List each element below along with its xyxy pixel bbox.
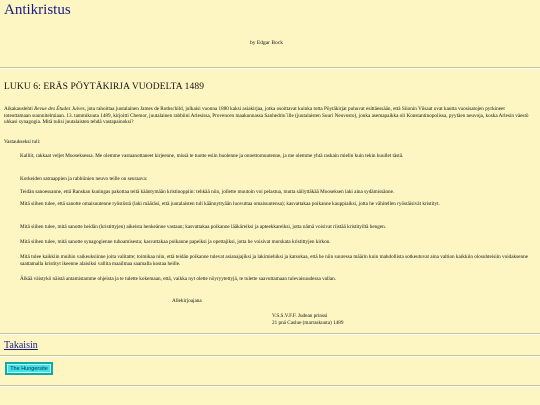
answer-heading: Vastaukseksi tuli: — [4, 139, 41, 145]
quote-paragraph: Mitä siihen tulee, mitä sanotte heidän (kristittyjen) aikeista henkeänne vastaan; kasvattakaa poikanne lääkäreiksi ja apteekkareiksi, jotta nämä voisivat riistää kristityiltä hengen. — [20, 224, 387, 230]
quote-paragraph: Teidän sanoessanne, että Ranskan kuningas pakottaa teitä kääntymään kristinoppiin: tehkää niin, jollette muutoin voi pelastua, mutta säilyttäkää Mooseksen laki aina sydämissänne. — [20, 189, 395, 195]
quote-paragraph: Kalliit, rakkaat veljet Mooseksessa. Me olemme vastaanottaneet kirjeenne, missä te tuotte esiin huolenne ja onnettomuutenne, ja me olemme yhtä raskain mielin kuin tekin kuullet tästä. — [20, 153, 404, 159]
divider-bottom — [0, 355, 540, 357]
divider-middle — [0, 333, 540, 335]
signer-name: V.S.S.V.F.F. Judean prinssi — [272, 313, 328, 319]
signer-date: 21 pnä Caslue (marraskuuta) 1489 — [272, 320, 344, 326]
divider-footer — [0, 385, 540, 387]
quote-paragraph: Älkää väistykö näistä antamistamme ohjeista ja te tulette kokemaan, että, vaikka nyt olette nöyryytettyjä, te tulette saavuttamaan tulevaisuudessa vallan. — [20, 276, 337, 282]
author-line: by Edgar Bock — [250, 40, 283, 46]
divider-top — [0, 67, 540, 69]
page-title: Antikristus — [4, 2, 71, 18]
signed-label: Allekirjoajana — [172, 298, 202, 304]
quote-paragraph: Mitä tulee kaikkiin muihin vaikeuksiinne joita valitatte; toimikaa niin, että teidän poikanne tulevat asianajajiksi ja lakimiehiksi ja katsokaa, että he niin suuressa määrin kuin mahdollista sotkeutuvat aina valtion kaikkiin olosuhteisiin voidaksenne saattamalla kristityt ikeenne alaisiksi vallita maailmaa saamalla kostaa heille. — [20, 254, 528, 267]
journal-name: Revue des Études Juives — [34, 106, 85, 112]
intro-text-start: Aikakauslehti — [4, 106, 35, 112]
hunger-site-button[interactable]: The Hungersite — [5, 362, 53, 375]
quote-paragraph: Mitä siihen tulee, että sanotte omaisuutenne ryöstöstä (laki määräsi, että juutalaisten tuli käännyttyään luovuttaa omaisuutensa); kasvattakaa poikanne kauppiaiksi, jotta he vähitellen ryöstäisivät kristityt. — [20, 201, 440, 207]
quote-paragraph: Korkeiden satraappien ja rabbiinien neuvo teille on seuraava: — [20, 176, 148, 182]
intro-text-end: , jota rahoittaa juutalainen James de Rothschild, julkaisi vuonna 1880 kaksi asiakirjaa, jotka osoittavat kuinka totta Pöytäkirjat puhuvat esittäessään, että Siionin Viisaat ovat kautta vuosisatojen pyrkineet toteuttamaan suunnitelmiaan. 13. tammikuuta 1489, kirjoitti Chemor, juutalainen rabbiini Arlesissa, Provencen maakunnassa Sanhedrin´ille (juutalaisten Suuri Neuvosto), jonka asemapaikka oli Konstantinopolissa, pyytäen neuvoja, koska Arlesin väestö uhkasi synagogia. Mitä tulisi juutalaisten tehdä vastapainoksi? — [4, 106, 529, 126]
intro-paragraph — [4, 106, 529, 126]
back-link[interactable]: Takaisin — [4, 340, 38, 351]
chapter-title: LUKU 6: ERÄS PÖYTÄKIRJA VUODELTA 1489 — [4, 82, 205, 92]
quote-paragraph: Mitä siihen tulee, mitä sanotte synagogienne tuhoamisesta; kasvattakaa poikanne papeiksi ja opettajiksi, jotta he voisivat murskata kristittyjen kirkon. — [20, 239, 331, 245]
